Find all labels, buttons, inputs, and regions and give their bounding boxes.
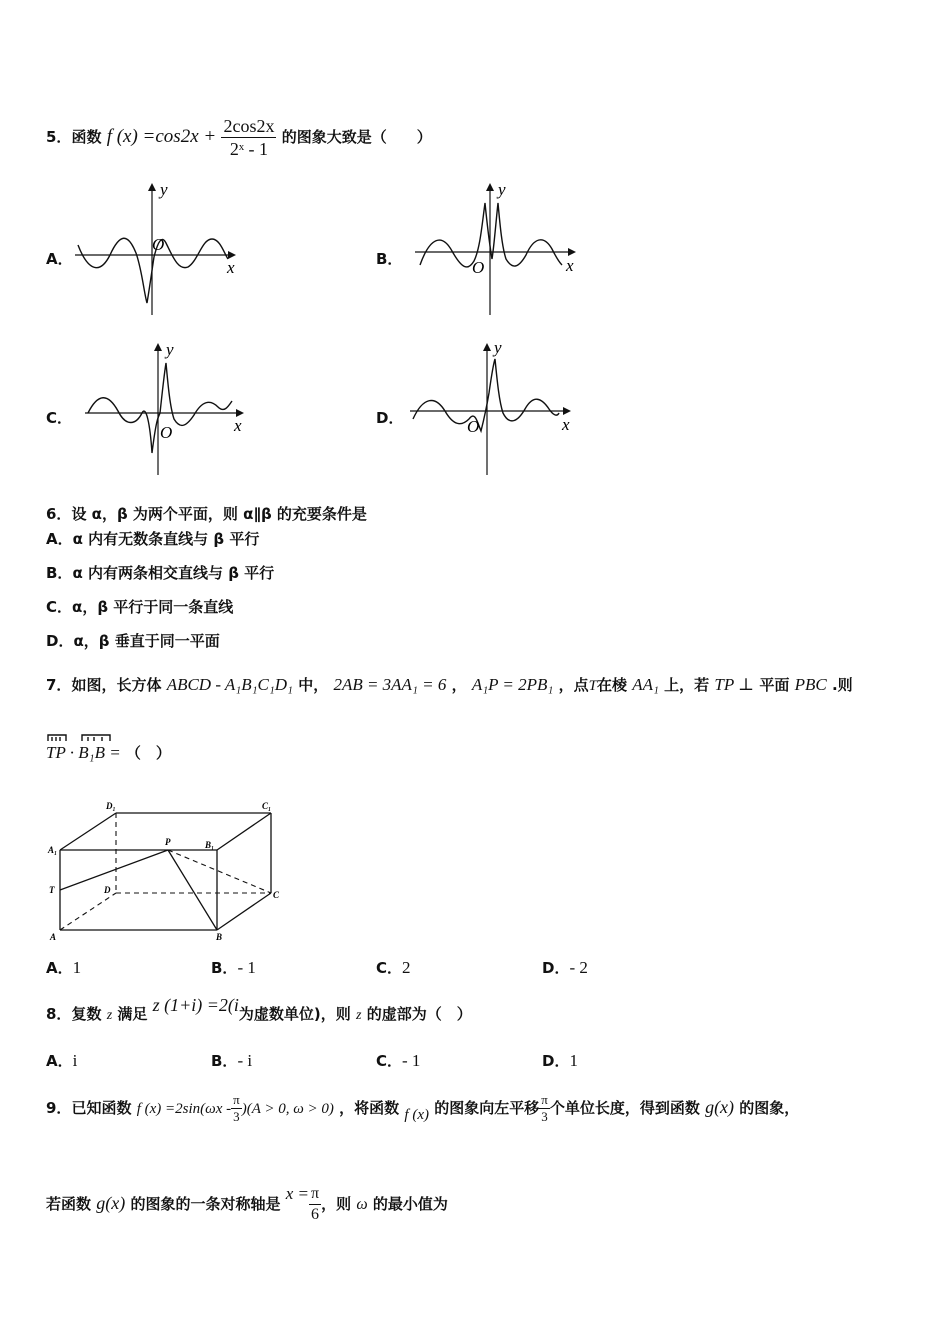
q7-option-a-value: 1 <box>72 958 82 977</box>
q6-option-c[interactable] <box>46 596 233 617</box>
q9-l2-num: π <box>309 1184 321 1205</box>
q5-b-x-label: x <box>566 256 574 275</box>
q9-t1: 已知函数 <box>71 1099 132 1117</box>
q7-t6: 上，若 <box>664 676 710 694</box>
q6-option-b[interactable] <box>46 562 274 583</box>
q7-label-c1: C₁ <box>262 801 272 811</box>
q9-m1b: )(A > 0, ω > 0) <box>241 1101 334 1117</box>
q7-label-p: P <box>165 837 171 847</box>
q8-t2: 满足 <box>117 1005 148 1023</box>
q9-l2-t2: 的图象的一条对称轴是 <box>130 1195 281 1213</box>
q8-option-c-value: - 1 <box>402 1051 421 1070</box>
q7-option-d[interactable] <box>542 957 588 978</box>
q7-option-c-value: 2 <box>402 958 411 977</box>
q8-option-b-label: B． <box>211 1052 238 1070</box>
q8-option-a-value: i <box>72 1051 78 1070</box>
q7-vector-product: TP · B₁B = <box>46 743 121 762</box>
q5-graph-d <box>405 335 585 480</box>
q8-t4: 的虚部为（ ） <box>366 1005 472 1023</box>
q5-graph-b <box>410 175 590 320</box>
q8-m1: z <box>106 1008 113 1023</box>
q7-label-c: C <box>273 890 280 900</box>
q7-t3: ， <box>451 676 467 694</box>
q9-m1-fraction <box>231 1092 242 1125</box>
q5-stem <box>46 101 432 173</box>
q9-m3-num: π <box>541 1092 548 1107</box>
q8-option-d-value: 1 <box>569 1051 578 1070</box>
q6-option-d-text: α，β 垂直于同一平面 <box>73 632 220 650</box>
q7-cuboid-figure <box>40 795 300 945</box>
q8-m3: z <box>356 1008 362 1023</box>
q5-c-x-label: x <box>234 416 242 435</box>
q9-l2-t4: 的最小值为 <box>372 1195 448 1213</box>
q7-option-b[interactable] <box>211 957 256 978</box>
q9-l2-m3: ω <box>356 1196 368 1213</box>
q7-option-c[interactable] <box>376 957 411 978</box>
q5-graph-c <box>80 335 260 480</box>
q8-option-b-value: - i <box>237 1051 253 1070</box>
q8-m2: z (1+i) =2(i <box>152 995 239 1015</box>
q7-m1: ABCD - A₁B₁C₁D₁ <box>166 675 293 694</box>
q7-option-b-label: B． <box>211 959 238 977</box>
q6-option-d[interactable] <box>46 630 220 651</box>
q9-l2-t3: ，则 <box>321 1195 352 1213</box>
q6-option-a-text: α 内有无数条直线与 β 平行 <box>72 530 260 548</box>
q7-label-d: D <box>104 885 111 895</box>
q6-option-b-label: B． <box>46 564 73 582</box>
q5-b-origin: O <box>472 258 485 277</box>
q7-label-a1: A₁ <box>48 845 58 855</box>
q7-option-b-value: - 1 <box>237 958 256 977</box>
q9-m3-den: 3 <box>541 1109 548 1124</box>
q7-m7: PBC <box>794 675 827 694</box>
q7-stem-line1 <box>46 668 853 703</box>
q5-d-y-label: y <box>494 338 502 357</box>
q5-option-d-label[interactable]: D． <box>376 409 404 427</box>
q5-a-y-label: y <box>160 180 168 199</box>
q7-vector-marks <box>46 733 146 743</box>
q9-l2-fraction <box>309 1184 321 1225</box>
q5-d-origin: O <box>467 417 480 436</box>
q7-option-a-label: A． <box>46 959 73 977</box>
q5-a-x-label: x <box>227 258 235 277</box>
q9-t2: ，将函数 <box>339 1099 400 1117</box>
q6-option-b-text: α 内有两条相交直线与 β 平行 <box>72 564 275 582</box>
q9-l2-den: 6 <box>311 1206 320 1223</box>
q9-m1-num: π <box>233 1092 240 1107</box>
q7-number: 7． <box>46 676 72 694</box>
q7-t1: 如图，长方体 <box>71 676 162 694</box>
q6-stem <box>46 503 367 524</box>
q8-stem <box>46 996 472 1033</box>
q7-t2: 中， <box>298 676 329 694</box>
q9-m3-fraction <box>539 1092 550 1125</box>
q5-frac-num: 2cos2x <box>223 116 275 136</box>
q9-l2-m2: x = <box>285 1184 309 1203</box>
q7-m5: AA₁ <box>632 675 659 694</box>
q7-label-a: A <box>50 932 57 942</box>
q5-option-c-label[interactable]: C． <box>46 409 73 427</box>
q5-fraction <box>221 115 276 160</box>
q5-lhs: f (x) =cos2x + <box>106 126 217 147</box>
q5-prefix: 函数 <box>71 128 102 146</box>
q9-t3: 的图象向左平移 <box>434 1099 540 1117</box>
q8-option-c[interactable] <box>376 1050 420 1071</box>
q6-option-c-text: α，β 平行于同一条直线 <box>72 598 234 616</box>
q8-option-a[interactable] <box>46 1050 77 1071</box>
q8-option-d-label: D． <box>542 1052 570 1070</box>
q7-label-b: B <box>216 932 223 942</box>
q7-t4: ，点 <box>558 676 589 694</box>
q6-option-c-label: C． <box>46 598 73 616</box>
q9-stem-line1 <box>46 1085 799 1131</box>
q7-stem-line2 <box>46 742 171 763</box>
q8-option-d[interactable] <box>542 1050 578 1071</box>
q9-m1-den: 3 <box>233 1109 240 1124</box>
q9-m4: g(x) <box>705 1097 735 1117</box>
q8-number: 8． <box>46 1005 72 1023</box>
q9-l2-m1: g(x) <box>96 1193 126 1213</box>
q7-label-b1: B₁ <box>205 840 215 850</box>
q7-t8: .则 <box>831 676 853 694</box>
q7-option-a[interactable] <box>46 957 81 978</box>
q5-graph-a <box>70 175 250 320</box>
q7-label-t: T <box>49 885 55 895</box>
q7-option-d-label: D． <box>542 959 570 977</box>
q7-m6: TP ⊥ <box>714 675 755 694</box>
q7-label-d1: D₁ <box>106 801 116 811</box>
q5-number: 5． <box>46 128 72 146</box>
q5-c-origin: O <box>160 423 173 442</box>
q8-t3: 为虚数单位)，则 <box>238 1005 351 1023</box>
q7-t5: 在棱 <box>596 676 627 694</box>
q5-a-origin: O <box>152 235 165 254</box>
q5-option-b-label[interactable]: B． <box>376 250 403 268</box>
q5-b-y-label: y <box>498 180 506 199</box>
q7-m2: 2AB = 3AA₁ = 6 <box>333 675 447 694</box>
q7-option-c-label: C． <box>376 959 403 977</box>
q8-option-c-label: C． <box>376 1052 403 1070</box>
q7-m4: T <box>588 678 597 694</box>
q9-number: 9． <box>46 1099 72 1117</box>
q9-m1a: f (x) =2sin(ωx - <box>136 1101 232 1117</box>
q9-stem-line2 <box>46 1178 448 1230</box>
q9-t4: 个单位长度，得到函数 <box>549 1099 700 1117</box>
q6-option-a[interactable] <box>46 528 259 549</box>
q6-option-d-label: D． <box>46 632 74 650</box>
q5-d-x-label: x <box>562 415 570 434</box>
q7-t7: 平面 <box>759 676 790 694</box>
q9-m2: f (x) <box>404 1107 429 1123</box>
q5-frac-den: 2ˣ - 1 <box>229 139 269 159</box>
q8-option-a-label: A． <box>46 1052 73 1070</box>
q5-c-y-label: y <box>166 340 174 359</box>
q5-option-a-label[interactable]: A． <box>46 250 73 268</box>
q9-t5: 的图象， <box>739 1099 800 1117</box>
q7-m3: A₁P = 2PB₁ <box>471 675 554 694</box>
q6-stem-text: 设 α，β 为两个平面，则 α∥β 的充要条件是 <box>71 505 367 523</box>
q5-suffix: 的图象大致是（ ） <box>281 128 432 146</box>
q8-option-b[interactable] <box>211 1050 252 1071</box>
q9-l2-t1: 若函数 <box>46 1195 92 1213</box>
q8-t1: 复数 <box>71 1005 102 1023</box>
q6-option-a-label: A． <box>46 530 73 548</box>
q6-number: 6． <box>46 505 72 523</box>
q7-option-d-value: - 2 <box>569 958 588 977</box>
q7-blank: （ ） <box>125 744 171 762</box>
